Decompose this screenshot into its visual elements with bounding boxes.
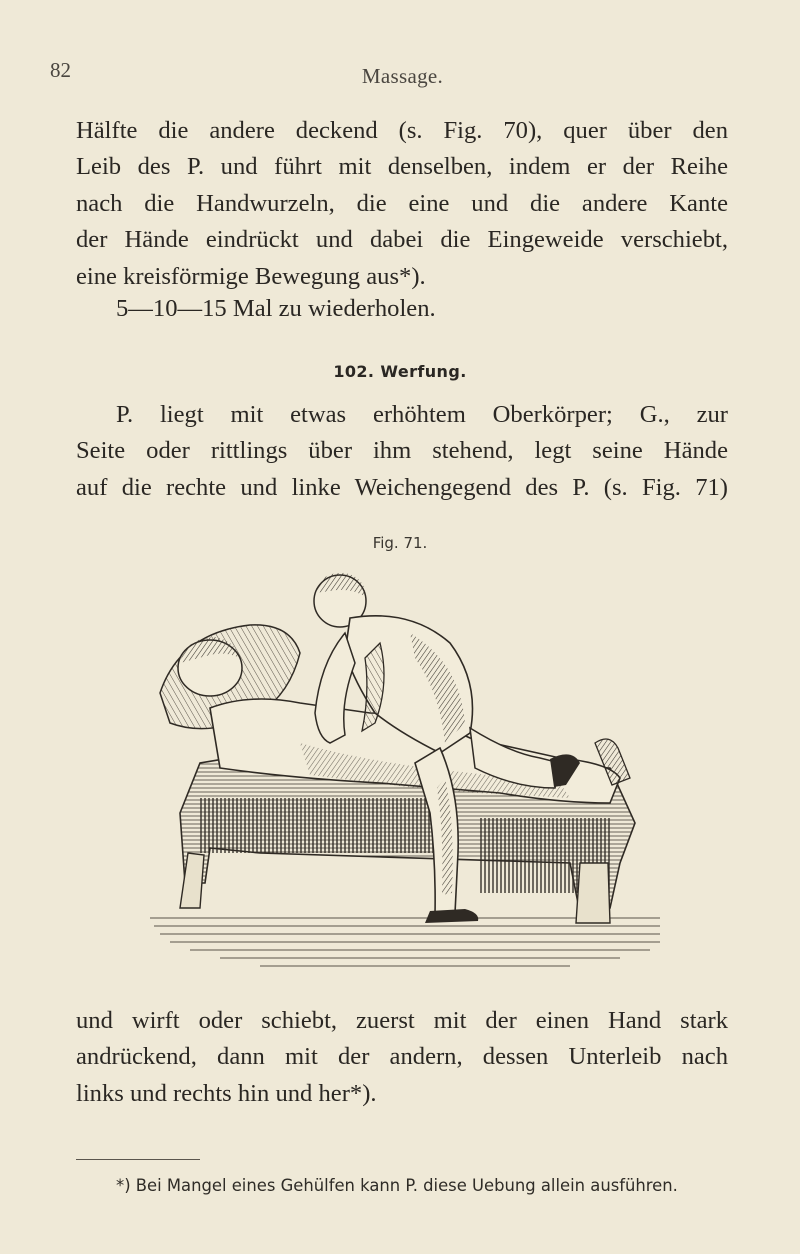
text-line: Hälfte die andere deckend (s. Fig. 70), quer über den	[76, 117, 728, 144]
couch-leg	[576, 863, 610, 923]
figure-caption: Fig. 71.	[372, 534, 428, 552]
page-number: 82	[50, 58, 71, 82]
text-line: Leib des P. und führt mit denselben, indem er der Reihe	[76, 153, 728, 181]
footnote-divider	[76, 1159, 200, 1160]
text-line: und wirft oder schiebt, zuerst mit der einen Hand stark	[76, 1007, 728, 1034]
floor	[150, 918, 660, 966]
running-head: Massage.	[361, 64, 444, 88]
gymnast-shoe	[425, 909, 478, 923]
paragraph-3	[76, 1003, 728, 1112]
text-line: auf die rechte und linke Weichengegend des P. (s. Fig. 71)	[76, 473, 728, 501]
couch-fringe-left	[200, 798, 450, 853]
section-heading: 102. Werfung.	[333, 362, 467, 381]
paragraph-2	[76, 397, 728, 506]
massage-illustration	[140, 563, 670, 973]
paragraph-1	[76, 113, 728, 295]
repetition-instruction: 5—10—15 Mal zu wiederholen.	[116, 295, 436, 322]
text-line: andrückend, dann mit der andern, dessen Unterleib nach	[76, 1043, 728, 1071]
text-line: P. liegt mit etwas erhöhtem Oberkörper; G., zur	[116, 401, 728, 428]
footnote: *) Bei Mangel eines Gehülfen kann P. diese Uebung allein ausführen.	[116, 1176, 678, 1195]
text-line: Seite oder rittlings über ihm stehend, legt seine Hände	[76, 437, 728, 465]
text-line: der Hände eindrückt und dabei die Eingeweide verschiebt,	[76, 226, 728, 254]
text-line: links und rechts hin und her*).	[76, 1079, 377, 1107]
text-line: nach die Handwurzeln, die eine und die andere Kante	[76, 189, 728, 217]
text-line: eine kreisförmige Bewegung aus*).	[76, 262, 426, 290]
